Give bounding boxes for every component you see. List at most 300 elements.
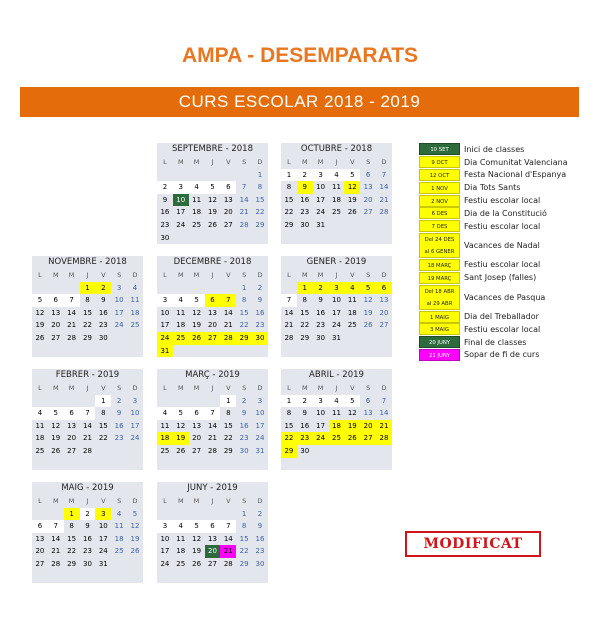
weekday-header: M	[317, 271, 324, 279]
day-cell: 13	[379, 296, 389, 305]
day-cell: 1	[220, 395, 236, 408]
day-cell: 30	[300, 220, 310, 229]
legend-label: Festiu escolar local	[464, 324, 541, 334]
day-cell: 27	[35, 559, 45, 568]
day-cell: 19	[173, 432, 189, 445]
day-cell: 26	[344, 432, 360, 445]
weekday-header: D	[132, 271, 138, 279]
weekday-header: M	[177, 158, 184, 166]
weekday-header: L	[287, 158, 291, 166]
legend-label: Sant Josep (falles)	[464, 273, 537, 283]
day-cell: 7	[80, 407, 96, 420]
day-cell: 10	[316, 409, 326, 418]
legend-label: Dia Comunitat Valenciana	[464, 157, 568, 167]
day-cell: 4	[173, 520, 189, 533]
day-cell: 24	[331, 321, 341, 330]
day-cell: 27	[67, 446, 77, 455]
day-cell: 31	[316, 220, 326, 229]
weekday-header: M	[193, 271, 200, 279]
empty-day	[189, 395, 205, 408]
day-cell: 18	[130, 308, 140, 317]
day-cell: 15	[300, 308, 310, 317]
day-cell: 4	[32, 407, 48, 420]
empty-day	[173, 395, 189, 408]
empty-day	[220, 508, 236, 521]
day-cell: 29	[223, 446, 233, 455]
day-cell: 4	[189, 181, 205, 194]
day-cell: 2	[157, 181, 173, 194]
empty-day	[48, 282, 64, 295]
legend-label: Inici de classes	[464, 144, 525, 154]
day-cell: 20	[223, 208, 233, 217]
day-cell: 16	[239, 421, 249, 430]
day-cell: 25	[347, 321, 357, 330]
day-cell: 14	[379, 409, 389, 418]
legend-item	[419, 169, 579, 182]
day-cell: 14	[207, 421, 217, 430]
day-cell: 13	[223, 195, 233, 204]
day-cell: 26	[176, 446, 186, 455]
day-cell: 24	[176, 220, 186, 229]
day-cell: 24	[98, 547, 108, 556]
legend-date-start: Del 24 DES	[424, 237, 455, 244]
day-cell: 2	[257, 283, 263, 292]
day-cell: 23	[160, 220, 170, 229]
legend-label: Festiu escolar local	[464, 221, 541, 231]
legend-date-box: 9 OCT	[419, 156, 460, 168]
day-cell: 18	[329, 420, 345, 433]
day-cell: 9	[116, 409, 122, 418]
weekday-header: J	[211, 158, 214, 166]
month-days-grid	[281, 269, 392, 345]
day-cell: 24	[114, 321, 124, 330]
day-cell: 20	[207, 321, 217, 330]
legend-date-box: 2 NOV	[419, 195, 460, 207]
weekday-header: V	[226, 271, 231, 279]
empty-day	[220, 169, 236, 182]
day-cell: 21	[67, 321, 77, 330]
day-cell: 1	[95, 395, 111, 408]
day-cell: 28	[67, 333, 77, 342]
day-cell: 12	[347, 409, 357, 418]
legend-date-box: 19 MARÇ	[419, 272, 460, 284]
day-cell: 24	[157, 332, 173, 345]
day-cell: 13	[51, 308, 61, 317]
empty-day	[205, 395, 221, 408]
legend-date-box: 1 NOV	[419, 182, 460, 194]
day-cell: 13	[67, 421, 77, 430]
day-cell: 24	[255, 434, 265, 443]
weekday-header: L	[163, 497, 167, 505]
empty-day	[157, 169, 173, 182]
day-cell: 18	[176, 547, 186, 556]
day-cell: 2	[297, 169, 313, 182]
day-cell: 11	[331, 409, 341, 418]
weekday-header: D	[132, 384, 138, 392]
day-cell: 17	[160, 547, 170, 556]
day-cell: 23	[239, 434, 249, 443]
legend-label: Festa Nacional d'Espanya	[464, 170, 567, 180]
day-cell: 29	[236, 332, 252, 345]
day-cell: 4	[344, 282, 360, 295]
day-cell: 23	[316, 321, 326, 330]
legend-item	[419, 336, 579, 349]
legend-date-box: 12 OCT	[419, 169, 460, 181]
day-cell: 25	[331, 208, 341, 217]
day-cell: 4	[116, 509, 122, 518]
day-cell: 16	[82, 534, 92, 543]
day-cell: 15	[255, 195, 265, 204]
day-cell: 11	[176, 534, 186, 543]
day-cell: 1	[241, 283, 247, 292]
day-cell: 19	[35, 321, 45, 330]
day-cell: 21	[239, 208, 249, 217]
day-cell: 20	[363, 195, 373, 204]
month-days-grid	[157, 382, 268, 458]
legend-label: Vacances de Nadal	[464, 241, 540, 251]
day-cell: 8	[302, 296, 307, 305]
day-cell: 21	[220, 545, 236, 558]
weekday-header: S	[242, 271, 247, 279]
day-cell: 5	[32, 294, 48, 307]
empty-day	[189, 508, 205, 521]
weekday-header: J	[211, 384, 214, 392]
legend-item	[419, 323, 579, 336]
day-cell: 29	[300, 333, 310, 342]
weekday-header: D	[257, 497, 263, 505]
weekday-header: V	[350, 158, 355, 166]
day-cell: 29	[255, 220, 265, 229]
day-cell: 26	[192, 559, 202, 568]
weekday-header: J	[335, 384, 338, 392]
weekday-header: L	[163, 384, 167, 392]
empty-day	[205, 169, 221, 182]
legend-date-end: al 29 ABR	[426, 300, 453, 307]
day-cell: 28	[82, 446, 92, 455]
day-cell: 10	[316, 183, 326, 192]
day-cell: 28	[51, 559, 61, 568]
day-cell: 8	[69, 522, 74, 531]
empty-day	[32, 395, 48, 408]
day-cell: 25	[35, 446, 45, 455]
day-cell: 30	[160, 233, 170, 242]
day-cell: 15	[239, 308, 249, 317]
day-cell: 20	[67, 434, 77, 443]
day-cell: 21	[379, 195, 389, 204]
weekday-header: M	[193, 384, 200, 392]
day-cell: 28	[223, 559, 233, 568]
school-year-banner: CURS ESCOLAR 2018 - 2019	[20, 87, 579, 117]
day-cell: 8	[241, 296, 247, 305]
day-cell: 6	[189, 407, 205, 420]
weekday-header: M	[68, 384, 75, 392]
day-cell: 2	[116, 396, 122, 405]
month-title: DECEMBRE - 2018	[173, 257, 252, 267]
day-cell: 17	[316, 421, 326, 430]
legend-date-box: 20 JUNY	[419, 336, 460, 348]
weekday-header: V	[226, 384, 231, 392]
day-cell: 1	[297, 282, 313, 295]
day-cell: 17	[160, 321, 170, 330]
legend-item	[419, 233, 579, 259]
empty-day	[173, 508, 189, 521]
day-cell: 8	[286, 409, 292, 418]
day-cell: 7	[205, 407, 221, 420]
day-cell: 27	[207, 559, 217, 568]
weekday-header: L	[163, 158, 167, 166]
day-cell: 31	[157, 345, 173, 358]
day-cell: 13	[363, 183, 373, 192]
day-cell: 9	[85, 522, 90, 531]
month-calendar	[281, 143, 392, 244]
empty-day	[236, 169, 252, 182]
day-cell: 17	[98, 534, 108, 543]
day-cell: 7	[241, 183, 247, 192]
day-cell: 11	[176, 308, 186, 317]
day-cell: 29	[281, 445, 297, 458]
month-days-grid	[32, 269, 143, 345]
weekday-header: J	[211, 271, 214, 279]
day-cell: 30	[316, 333, 326, 342]
day-cell: 19	[192, 547, 202, 556]
weekday-header: S	[242, 384, 247, 392]
day-cell: 5	[189, 520, 205, 533]
day-cell: 31	[331, 333, 341, 342]
day-cell: 21	[82, 434, 92, 443]
weekday-header: M	[52, 497, 59, 505]
day-cell: 10	[255, 409, 265, 418]
weekday-header: D	[257, 271, 263, 279]
day-cell: 25	[329, 432, 345, 445]
day-cell: 15	[82, 308, 92, 317]
day-cell: 11	[192, 195, 202, 204]
day-cell: 3	[257, 396, 263, 405]
day-cell: 20	[192, 434, 202, 443]
day-cell: 6	[48, 294, 64, 307]
weekday-header: D	[132, 497, 138, 505]
day-cell: 17	[130, 421, 140, 430]
legend-label: Festiu escolar local	[464, 260, 541, 270]
day-cell: 14	[284, 308, 294, 317]
day-cell: 19	[347, 195, 357, 204]
day-cell: 5	[189, 294, 205, 307]
weekday-header: D	[257, 158, 263, 166]
day-cell: 3	[95, 508, 111, 521]
day-cell: 30	[98, 333, 108, 342]
weekday-header: M	[177, 384, 184, 392]
month-title: MARÇ - 2019	[185, 370, 240, 380]
legend-label: Sopar de fi de curs	[464, 350, 540, 360]
day-cell: 21	[376, 420, 392, 433]
empty-day	[189, 169, 205, 182]
day-cell: 18	[176, 321, 186, 330]
empty-day	[80, 395, 96, 408]
day-cell: 30	[255, 559, 265, 568]
day-cell: 24	[160, 559, 170, 568]
legend-item	[419, 310, 579, 323]
day-cell: 12	[363, 296, 373, 305]
weekday-header: M	[68, 497, 75, 505]
day-cell: 17	[176, 208, 186, 217]
day-cell: 5	[344, 395, 360, 408]
day-cell: 8	[241, 522, 247, 531]
day-cell: 6	[32, 520, 48, 533]
day-cell: 27	[363, 208, 373, 217]
empty-day	[157, 282, 173, 295]
day-cell: 7	[220, 294, 236, 307]
weekday-header: M	[301, 384, 308, 392]
day-cell: 8	[257, 183, 263, 192]
day-cell: 1	[64, 508, 80, 521]
day-cell: 30	[252, 332, 268, 345]
day-cell: 13	[35, 534, 45, 543]
day-cell: 7	[64, 294, 80, 307]
day-cell: 15	[284, 195, 294, 204]
day-cell: 8	[226, 409, 231, 418]
day-cell: 15	[223, 421, 233, 430]
day-cell: 19	[192, 321, 202, 330]
day-cell: 28	[239, 220, 249, 229]
day-cell: 23	[255, 547, 265, 556]
day-cell: 26	[207, 220, 217, 229]
weekday-header: L	[38, 271, 42, 279]
weekday-header: L	[163, 271, 167, 279]
day-cell: 21	[284, 321, 294, 330]
month-calendar	[157, 482, 268, 583]
weekday-header: D	[381, 271, 387, 279]
day-cell: 24	[316, 208, 326, 217]
day-cell: 11	[35, 421, 45, 430]
day-cell: 19	[51, 434, 61, 443]
day-cell: 19	[207, 208, 217, 217]
day-cell: 24	[313, 432, 329, 445]
day-cell: 28	[376, 432, 392, 445]
day-cell: 29	[239, 559, 249, 568]
day-cell: 23	[114, 434, 124, 443]
weekday-header: M	[52, 384, 59, 392]
weekday-header: J	[211, 497, 214, 505]
legend-item	[419, 143, 579, 156]
day-cell: 27	[223, 220, 233, 229]
weekday-header: M	[301, 158, 308, 166]
day-cell: 2	[80, 508, 96, 521]
day-cell: 22	[82, 321, 92, 330]
day-cell: 31	[98, 559, 108, 568]
day-cell: 14	[67, 308, 77, 317]
empty-day	[205, 508, 221, 521]
legend-item	[419, 194, 579, 207]
day-cell: 9	[257, 296, 263, 305]
day-cell: 15	[67, 534, 77, 543]
day-cell: 22	[239, 321, 249, 330]
day-cell: 23	[255, 321, 265, 330]
day-cell: 22	[255, 208, 265, 217]
legend-date-box: 1 MAIG	[419, 311, 460, 323]
day-cell: 23	[300, 208, 310, 217]
day-cell: 22	[67, 547, 77, 556]
day-cell: 8	[101, 409, 106, 418]
legend-item	[419, 207, 579, 220]
day-cell: 10	[130, 409, 140, 418]
day-cell: 17	[316, 195, 326, 204]
day-cell: 30	[300, 446, 310, 455]
weekday-header: V	[226, 497, 231, 505]
weekday-header: S	[366, 271, 371, 279]
day-cell: 18	[114, 534, 124, 543]
day-cell: 29	[82, 333, 92, 342]
day-cell: 10	[160, 308, 170, 317]
day-cell: 12	[35, 308, 45, 317]
day-cell: 9	[297, 181, 313, 194]
weekday-header: M	[177, 497, 184, 505]
day-cell: 27	[379, 321, 389, 330]
day-cell: 27	[360, 432, 376, 445]
day-cell: 20	[379, 308, 389, 317]
day-cell: 26	[363, 321, 373, 330]
day-cell: 22	[98, 434, 108, 443]
day-cell: 17	[331, 308, 341, 317]
day-cell: 5	[48, 407, 64, 420]
day-cell: 1	[281, 169, 297, 182]
weekday-header: M	[177, 271, 184, 279]
day-cell: 18	[192, 208, 202, 217]
weekday-header: S	[242, 158, 247, 166]
day-cell: 14	[239, 195, 249, 204]
day-cell: 4	[157, 407, 173, 420]
legend-label: Vacances de Pasqua	[464, 292, 546, 302]
day-cell: 7	[381, 396, 387, 405]
month-calendar	[157, 256, 268, 357]
day-cell: 5	[132, 509, 138, 518]
day-cell: 26	[130, 547, 140, 556]
month-title: MAIG - 2019	[61, 483, 114, 493]
weekday-header: M	[193, 158, 200, 166]
weekday-header: J	[86, 271, 89, 279]
day-cell: 14	[51, 534, 61, 543]
weekday-header: D	[381, 384, 387, 392]
day-cell: 7	[48, 520, 64, 533]
weekday-header: S	[242, 497, 247, 505]
month-days-grid	[157, 156, 268, 244]
month-calendar	[32, 369, 143, 470]
day-cell: 10	[173, 194, 189, 207]
month-days-grid	[32, 495, 143, 571]
day-cell: 10	[98, 522, 108, 531]
month-days-grid	[157, 269, 268, 357]
weekday-header: J	[335, 158, 338, 166]
weekday-header: L	[287, 271, 291, 279]
weekday-header: L	[38, 497, 42, 505]
day-cell: 26	[35, 333, 45, 342]
empty-day	[157, 508, 173, 521]
day-cell: 9	[241, 409, 247, 418]
day-cell: 25	[114, 547, 124, 556]
day-cell: 27	[51, 333, 61, 342]
legend-date-box: 10 SET	[419, 143, 460, 155]
day-cell: 18	[331, 195, 341, 204]
day-cell: 4	[329, 169, 345, 182]
day-cell: 16	[300, 195, 310, 204]
empty-day	[64, 282, 80, 295]
day-cell: 27	[192, 446, 202, 455]
day-cell: 6	[220, 181, 236, 194]
day-cell: 12	[344, 181, 360, 194]
day-cell: 5	[173, 407, 189, 420]
legend	[419, 143, 579, 361]
day-cell: 14	[223, 308, 233, 317]
legend-item	[419, 181, 579, 194]
day-cell: 30	[82, 559, 92, 568]
